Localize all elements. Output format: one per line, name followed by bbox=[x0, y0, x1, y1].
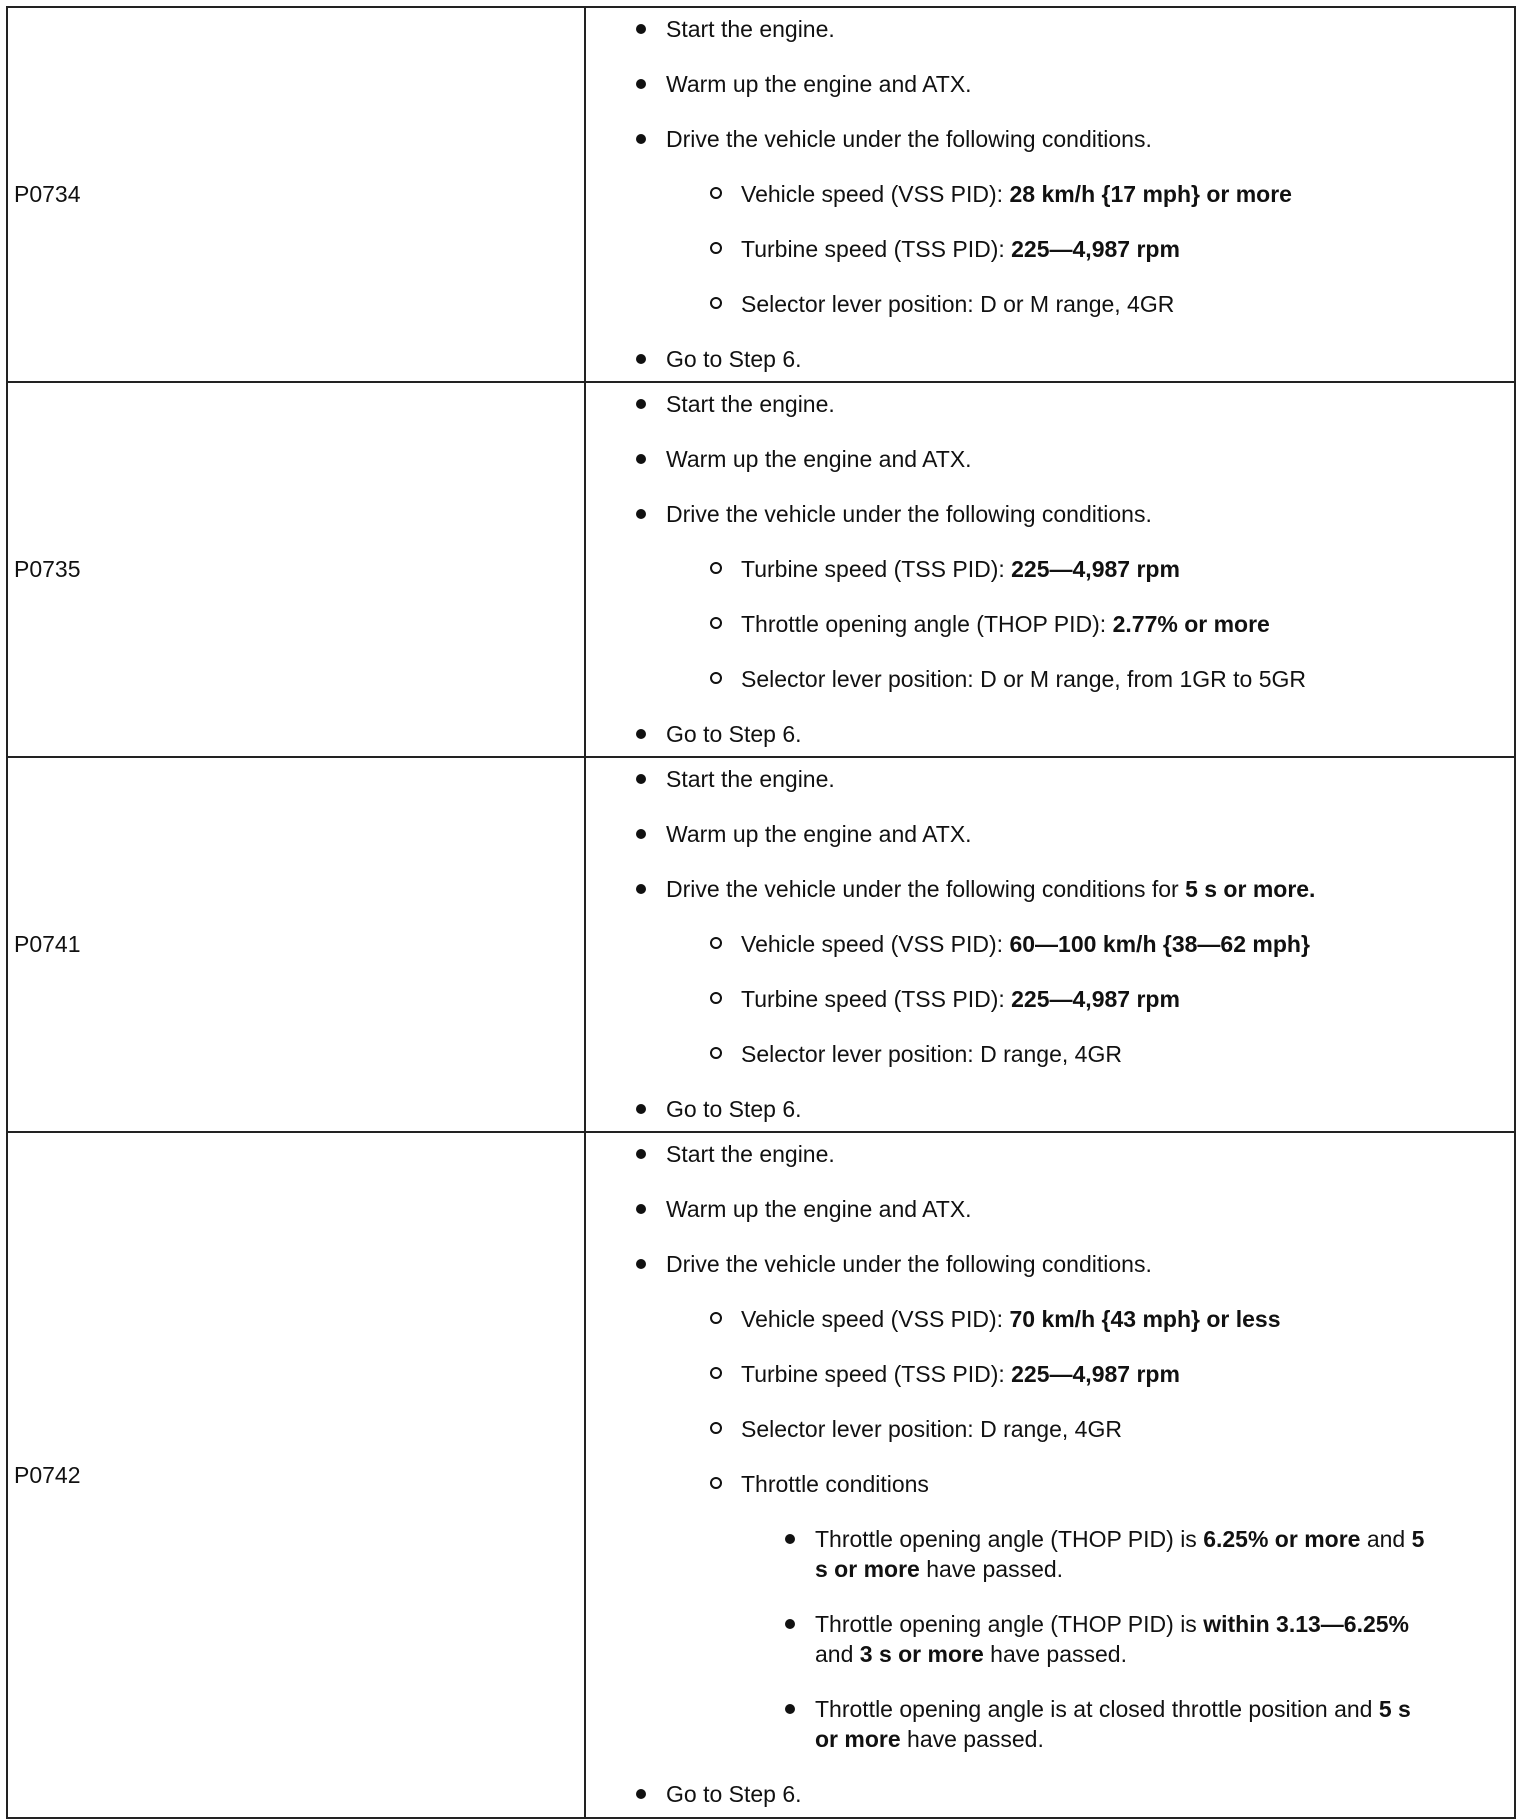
condition-text: Throttle conditions bbox=[741, 1471, 929, 1497]
text-part: Throttle opening angle (THOP PID) is bbox=[815, 1526, 1204, 1552]
throttle-condition-text bbox=[815, 1609, 1435, 1669]
list-item bbox=[586, 1349, 1514, 1404]
step-label: Drive the vehicle under the following conditions for bbox=[666, 875, 1186, 902]
step-text: Go to Step 6. bbox=[666, 345, 802, 372]
list-item bbox=[586, 1459, 1514, 1514]
condition-label: Throttle opening angle (THOP PID): bbox=[741, 610, 1113, 637]
text-part: Throttle opening angle (THOP PID) is bbox=[815, 1611, 1204, 1637]
list-item bbox=[586, 1599, 1514, 1684]
throttle-condition-text bbox=[815, 1694, 1435, 1754]
list-item bbox=[586, 1769, 1514, 1813]
circle-bullet-icon bbox=[710, 1047, 722, 1059]
text-part: and bbox=[815, 1641, 860, 1667]
procedure-steps-cell bbox=[585, 1132, 1515, 1818]
text-part-bold: 5 s or more bbox=[815, 1526, 1425, 1582]
condition-label: Turbine speed (TSS PID): bbox=[741, 1361, 1012, 1387]
condition-value: 28 km/h {17 mph} or more bbox=[1009, 180, 1292, 207]
bullet-icon bbox=[636, 774, 646, 784]
list-item bbox=[586, 1684, 1514, 1769]
condition-text bbox=[741, 234, 1180, 264]
step-text: Warm up the engine and ATX. bbox=[666, 445, 972, 472]
step-text bbox=[666, 874, 1315, 904]
dtc-code-cell bbox=[7, 7, 585, 382]
text-part-bold: 6.25% or more bbox=[1203, 1526, 1361, 1552]
bullet-icon bbox=[636, 354, 646, 364]
condition-value: 70 km/h {43 mph} or less bbox=[1009, 1306, 1281, 1332]
bullet-icon bbox=[636, 1104, 646, 1114]
condition-text: Selector lever position: D or M range, from 1GR to 5GR bbox=[741, 665, 1306, 692]
condition-value: 225—4,987 rpm bbox=[1011, 555, 1180, 582]
circle-bullet-icon bbox=[710, 1312, 722, 1324]
list-item bbox=[586, 1084, 1514, 1128]
dtc-code: P0735 bbox=[14, 556, 81, 582]
condition-text: Selector lever position: D range, 4GR bbox=[741, 1040, 1122, 1067]
step-text: Warm up the engine and ATX. bbox=[666, 1196, 972, 1222]
bullet-icon bbox=[636, 1204, 646, 1214]
list-item bbox=[586, 387, 1514, 434]
bullet-icon bbox=[785, 1704, 795, 1714]
condition-label: Turbine speed (TSS PID): bbox=[741, 235, 1012, 262]
circle-bullet-icon bbox=[710, 672, 722, 684]
list-item bbox=[586, 1029, 1514, 1084]
step-text: Start the engine. bbox=[666, 15, 835, 42]
dtc-code: P0741 bbox=[14, 931, 81, 957]
dtc-code-cell bbox=[7, 757, 585, 1132]
condition-text bbox=[741, 1304, 1280, 1334]
condition-value: 60—100 km/h {38—62 mph} bbox=[1009, 930, 1310, 957]
list-item bbox=[586, 1294, 1514, 1349]
list-item bbox=[586, 599, 1514, 654]
text-part: have passed. bbox=[919, 1556, 1064, 1582]
step-text: Go to Step 6. bbox=[666, 1781, 802, 1807]
list-item bbox=[586, 809, 1514, 864]
procedure-steps-cell bbox=[585, 7, 1515, 382]
bullet-icon bbox=[636, 1789, 646, 1799]
step-text: Warm up the engine and ATX. bbox=[666, 820, 972, 847]
step-text: Go to Step 6. bbox=[666, 720, 802, 747]
step-text: Start the engine. bbox=[666, 390, 835, 417]
step-text: Go to Step 6. bbox=[666, 1095, 802, 1122]
circle-bullet-icon bbox=[710, 562, 722, 574]
list-item bbox=[586, 709, 1514, 753]
circle-bullet-icon bbox=[710, 617, 722, 629]
condition-label: Turbine speed (TSS PID): bbox=[741, 555, 1012, 582]
table-row bbox=[7, 1132, 1515, 1818]
list-item bbox=[586, 1184, 1514, 1239]
condition-value: 225—4,987 rpm bbox=[1011, 235, 1180, 262]
throttle-condition-text bbox=[815, 1524, 1435, 1584]
dtc-code: P0734 bbox=[14, 181, 81, 207]
step-text: Drive the vehicle under the following conditions. bbox=[666, 1251, 1152, 1277]
list-item bbox=[586, 1239, 1514, 1294]
table-row bbox=[7, 382, 1515, 757]
condition-text bbox=[741, 609, 1270, 639]
circle-bullet-icon bbox=[710, 1367, 722, 1379]
text-part-bold: 5 s or more bbox=[815, 1696, 1411, 1752]
step-value: 5 s or more. bbox=[1185, 875, 1316, 902]
circle-bullet-icon bbox=[710, 1477, 722, 1489]
step-text: Start the engine. bbox=[666, 1141, 835, 1167]
text-part: have passed. bbox=[900, 1726, 1044, 1752]
bullet-icon bbox=[636, 399, 646, 409]
list-item bbox=[586, 279, 1514, 334]
bullet-icon bbox=[636, 454, 646, 464]
text-part: Throttle opening angle is at closed throttle position and bbox=[815, 1696, 1379, 1722]
list-item bbox=[586, 114, 1514, 169]
bullet-icon bbox=[636, 1149, 646, 1159]
bullet-icon bbox=[785, 1534, 795, 1544]
list-item bbox=[586, 434, 1514, 489]
step-text: Start the engine. bbox=[666, 765, 835, 792]
bullet-icon bbox=[636, 729, 646, 739]
procedure-steps-cell bbox=[585, 757, 1515, 1132]
condition-label: Turbine speed (TSS PID): bbox=[741, 985, 1012, 1012]
bullet-icon bbox=[636, 79, 646, 89]
dtc-code-cell bbox=[7, 1132, 585, 1818]
bullet-icon bbox=[636, 24, 646, 34]
list-item bbox=[586, 762, 1514, 809]
table-row bbox=[7, 7, 1515, 382]
list-item bbox=[586, 1514, 1514, 1599]
text-part-bold: within 3.13—6.25% bbox=[1203, 1611, 1410, 1637]
list-item bbox=[586, 224, 1514, 279]
condition-text: Selector lever position: D or M range, 4GR bbox=[741, 290, 1175, 317]
bullet-icon bbox=[636, 134, 646, 144]
procedure-steps-cell bbox=[585, 382, 1515, 757]
list-item bbox=[586, 59, 1514, 114]
bullet-icon bbox=[636, 829, 646, 839]
list-item bbox=[586, 489, 1514, 544]
condition-label: Vehicle speed (VSS PID): bbox=[741, 930, 1010, 957]
dtc-code-cell bbox=[7, 382, 585, 757]
circle-bullet-icon bbox=[710, 242, 722, 254]
bullet-icon bbox=[636, 1259, 646, 1269]
list-item bbox=[586, 1137, 1514, 1184]
condition-text bbox=[741, 554, 1180, 584]
condition-text bbox=[741, 1359, 1180, 1389]
condition-text bbox=[741, 179, 1292, 209]
circle-bullet-icon bbox=[710, 937, 722, 949]
list-item bbox=[586, 654, 1514, 709]
condition-text bbox=[741, 929, 1310, 959]
circle-bullet-icon bbox=[710, 187, 722, 199]
bullet-icon bbox=[785, 1619, 795, 1629]
condition-label: Vehicle speed (VSS PID): bbox=[741, 1306, 1010, 1332]
list-item bbox=[586, 544, 1514, 599]
condition-text: Selector lever position: D range, 4GR bbox=[741, 1416, 1122, 1442]
condition-value: 225—4,987 rpm bbox=[1011, 985, 1180, 1012]
list-item bbox=[586, 864, 1514, 919]
circle-bullet-icon bbox=[710, 992, 722, 1004]
table-row bbox=[7, 757, 1515, 1132]
text-part: and bbox=[1360, 1526, 1412, 1552]
condition-value: 2.77% or more bbox=[1112, 610, 1270, 637]
list-item bbox=[586, 12, 1514, 59]
circle-bullet-icon bbox=[710, 297, 722, 309]
step-text: Drive the vehicle under the following conditions. bbox=[666, 125, 1152, 152]
condition-label: Vehicle speed (VSS PID): bbox=[741, 180, 1010, 207]
list-item bbox=[586, 1404, 1514, 1459]
list-item bbox=[586, 974, 1514, 1029]
bullet-icon bbox=[636, 509, 646, 519]
dtc-code: P0742 bbox=[14, 1461, 81, 1488]
circle-bullet-icon bbox=[710, 1422, 722, 1434]
step-text: Drive the vehicle under the following conditions. bbox=[666, 500, 1152, 527]
dtc-procedure-table bbox=[6, 6, 1516, 1819]
bullet-icon bbox=[636, 884, 646, 894]
step-text: Warm up the engine and ATX. bbox=[666, 70, 972, 97]
list-item bbox=[586, 169, 1514, 224]
condition-text bbox=[741, 984, 1180, 1014]
condition-value: 225—4,987 rpm bbox=[1011, 1361, 1180, 1387]
text-part: have passed. bbox=[983, 1641, 1127, 1667]
text-part-bold: 3 s or more bbox=[859, 1641, 984, 1667]
list-item bbox=[586, 919, 1514, 974]
list-item bbox=[586, 334, 1514, 378]
